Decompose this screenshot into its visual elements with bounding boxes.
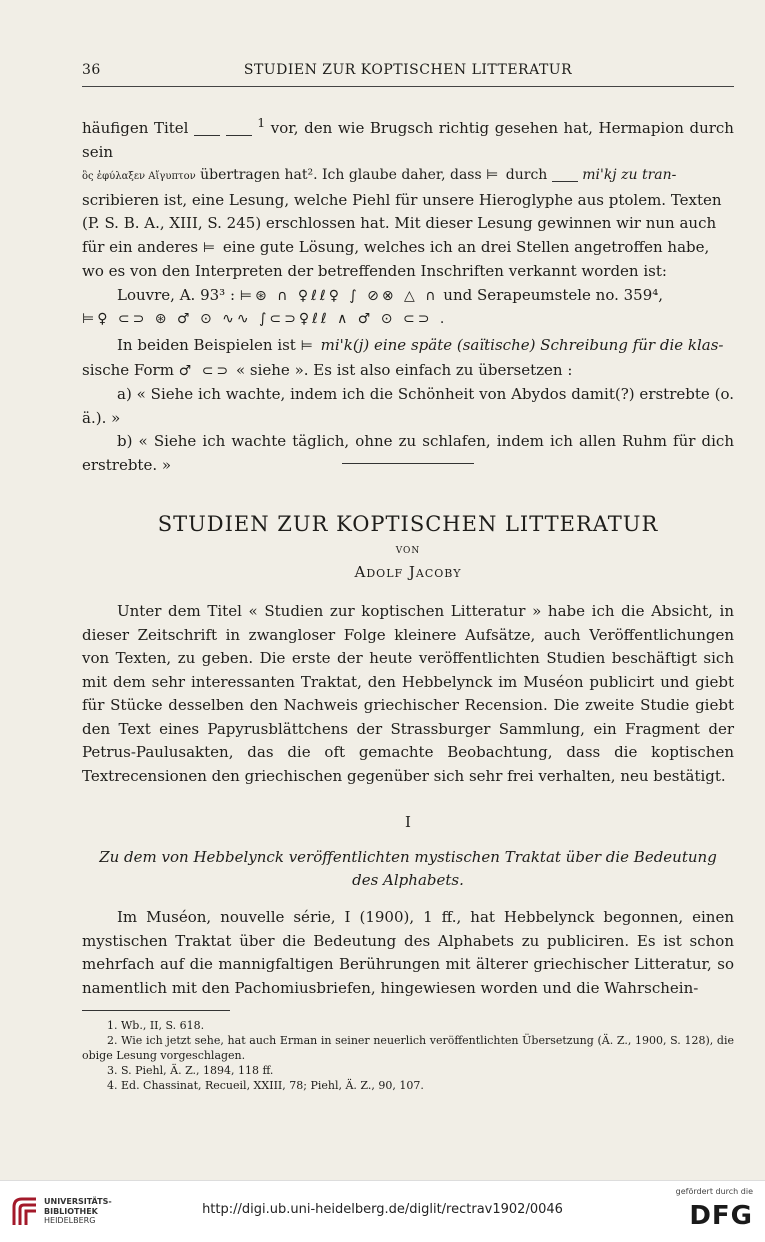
text-line: sische Form — [82, 360, 174, 379]
article-von: VON — [395, 546, 421, 556]
text-line: übertragen hat². Ich glaube daher, dass — [200, 167, 482, 183]
footnote: 2. Wie ich jetzt sehe, hat auch Erman in seiner neuerlich veröffentlichten Übersetzung (Ä. Z., 1900, S. 128), die obige Lesung vorgeschlagen. — [82, 1034, 734, 1062]
library-name-line: BIBLIOTHEK — [44, 1206, 98, 1216]
viewer-footer — [0, 1180, 765, 1242]
translation-b: b) « Siehe ich wachte täglich, ohne zu schlafen, indem ich allen Ruhm für dich erstrebte. » — [82, 432, 734, 474]
footnote: 4. Ed. Chassinat, Recueil, XXIII, 78; Piehl, Ä. Z., 90, 107. — [107, 1079, 424, 1092]
funded-by-text: gefördert durch die — [675, 1187, 753, 1196]
text-line: häufigen Titel — [82, 119, 189, 137]
hieroglyph-icon: ⊨ — [486, 167, 502, 183]
section-separator — [342, 463, 474, 464]
section-title — [82, 846, 734, 892]
hieroglyph-sequence-icon: ⊨♀ ⊂⊃ ⊛ ♂ ⊙ ∿∿ ∫⊂⊃♀ℓℓ ∧ ♂ ⊙ ⊂⊃ . — [82, 311, 448, 327]
footnote-rule — [82, 1010, 230, 1011]
translation-a: a) « Siehe ich wachte, indem ich die Schönheit von Abydos damit(?) erstrebte (o. ä.). » — [82, 385, 734, 427]
footnotes — [82, 1018, 734, 1093]
hieroglyph-icon — [194, 123, 220, 136]
library-name-line: UNIVERSITÄTS- — [44, 1197, 112, 1206]
text-line: scribieren ist, eine Lesung, welche Piehl für unsere Hieroglyphe aus ptolem. Texten — [82, 190, 722, 209]
text-line: und Serapeumstele no. 359⁴, — [443, 285, 664, 304]
intro-paragraph: häufigen Titel $^1$ vor, den wie Brugsch richtig gesehen hat, Hermapion durch sein ὃς ἐφύλαξεν Αἴγυπτον übertragen hat². Ich glaube daher, dass ⊨ durch mi'kj zu tran- scribieren ist, eine Lesung, welche Piehl für unsere Hieroglyphe aus ptolem. Texten (P. S. B. A., XIII, S. 245) erschlossen hat. Mit dieser Lesung gewinnen wir nun auch für ein anderes ⊨ eine gute Lösung, welches ich an drei Stellen angetroffen habe, wo es von den Interpreten der betreffenden Inschriften verkannt worden ist: Louvre, A. 93³ : ⊨⊛ ∩ ♀ℓℓ♀ ∫ ⊘⊗ △ ∩ und Serapeumstele no. 359⁴, ⊨♀ ⊂⊃ ⊛ ♂ ⊙ ∿∿ ∫⊂⊃♀ℓℓ ∧ ♂ ⊙ ⊂⊃ . In beiden Beispielen ist ⊨ mi'k(j) eine späte (saïtische) Schreibung für die klas- sische Form ♂ ⊂⊃ « siehe ». Es ist also einfach zu übersetzen : a) « Siehe ich wachte, indem ich die Schönheit von Abydos damit(?) erstrebte (o. ä.). » b) « Siehe ich wachte täglich, ohne zu schlafen, indem ich allen Ruhm für dich erstrebte. » — [82, 111, 734, 477]
paragraph-text: Unter dem Titel « Studien zur koptischen Litteratur » habe ich die Absicht, in dieser Zeitschrift in zwangloser Folge kleinere Aufsätze, auch Veröffentlichungen von Texten, zu geben. Die erste der heute veröffentlichten Studien beschäftigt sich mit dem sehr interessanten Traktat, den Hebbelynck im Muséon publicirt und giebt für Stücke desselben den Nachweis griechischer Recension. Die zweite Studie giebt den Text eines Papyrusblättchens der Strassburger Sammlung, ein Fragment der Petrus-Paulusakten, das die oft gemachte Beobachtung, dass die koptischen Textrecensionen den griechischen gegenüber sich sehr frei verhalten, neu bestätigt. — [82, 602, 734, 785]
paragraph-text: Im Muséon, nouvelle série, I (1900), 1 ff., hat Hebbelynck begonnen, einen mystischen Traktat über die Bedeutung des Alphabets zu publiciren. Es ist schon mehrfach auf die mannigfaltigen Berührungen mit älterer griechischer Litteratur, so namentlich mit den Pachomiusbriefen, hingewiesen worden und die Wahrschein- — [82, 908, 734, 997]
section-title-line: Zu dem von Hebbelynck veröffentlichten mystischen Traktat über die Bedeutung — [99, 848, 717, 866]
text-line: eine gute Lösung, welches ich an drei Stellen angetroffen habe, — [222, 237, 710, 256]
page-number: 36 — [82, 62, 101, 78]
text-line: durch — [505, 167, 548, 183]
text-line: mi'k(j) eine späte (saïtische) Schreibung für die klas- — [320, 336, 724, 354]
text-line: mi'kj zu tran- — [582, 167, 677, 183]
text-line: wo es von den Interpreten der betreffenden Inschriften verkannt worden ist: — [82, 262, 667, 280]
text-line: für ein anderes — [82, 237, 199, 256]
dfg-logo[interactable]: DFG — [689, 1201, 753, 1231]
hieroglyph-icon: ⊨ — [202, 239, 219, 256]
section-number: I — [405, 813, 411, 831]
hieroglyph-icon: ♂ ⊂⊃ — [178, 362, 232, 379]
running-header — [82, 62, 734, 82]
text-line: « siehe ». Es ist also einfach zu übersetzen : — [235, 360, 573, 379]
footnote: 1. Wb., II, S. 618. — [107, 1019, 205, 1032]
header-rule — [82, 86, 734, 87]
article-paragraph-1 — [82, 600, 734, 788]
text-line: Louvre, A. 93³ : — [117, 285, 236, 304]
greek-text: ὃς ἐφύλαξεν Αἴγυπτον — [82, 171, 196, 182]
footnote: 3. S. Piehl, Ä. Z., 1894, 118 ff. — [107, 1064, 274, 1077]
article-author: Adolf Jacoby — [354, 563, 462, 581]
article-paragraph-2 — [82, 906, 734, 1000]
permalink-url[interactable]: http://digi.ub.uni-heidelberg.de/diglit/rectrav1902/0046 — [202, 1202, 563, 1217]
text-line: In beiden Beispielen ist — [117, 336, 296, 354]
article-title: STUDIEN ZUR KOPTISCHEN LITTERATUR — [157, 512, 659, 536]
running-title: STUDIEN ZUR KOPTISCHEN LITTERATUR — [243, 62, 573, 78]
text-line: vor, den wie Brugsch richtig gesehen hat, Hermapion durch sein — [82, 119, 734, 161]
hieroglyph-icon — [552, 169, 578, 182]
section-title-line: des Alphabets. — [352, 871, 464, 889]
library-name-line: HEIDELBERG — [44, 1216, 96, 1225]
hieroglyph-icon: ⊨ — [300, 338, 316, 354]
hieroglyph-sequence-icon: ⊨⊛ ∩ ♀ℓℓ♀ ∫ ⊘⊗ △ ∩ — [239, 287, 439, 304]
text-line: (P. S. B. A., XIII, S. 245) erschlossen hat. Mit dieser Lesung gewinnen wir nun auch — [82, 214, 717, 232]
hieroglyph-icon — [226, 123, 252, 136]
